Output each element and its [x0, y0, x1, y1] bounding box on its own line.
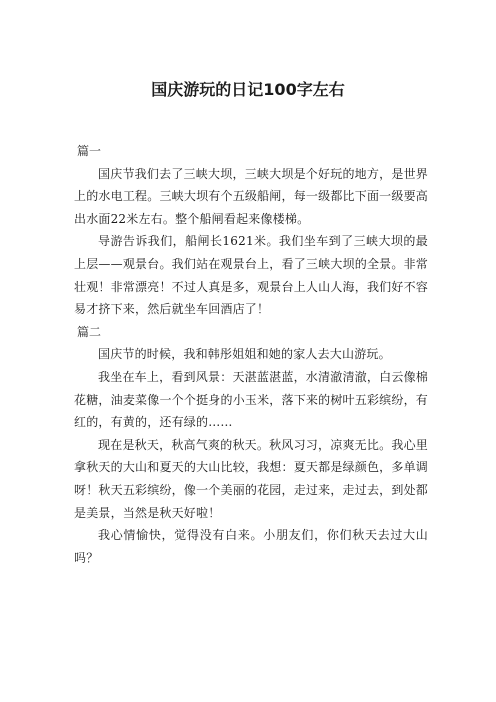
paragraph: 我坐在车上，看到风景：天湛蓝湛蓝，水清澈清澈，白云像棉花糖，油麦菜像一个个挺身的小玉米，落下来的树叶五彩缤纷，有红的，有黄的，还有绿的…… — [74, 369, 428, 430]
paragraph: 国庆节的时候，我和韩彤姐姐和她的家人去大山游玩。 — [98, 347, 391, 362]
section-label-2: 篇二 — [77, 324, 102, 339]
paragraph: 我心情愉快，觉得没有白来。小朋友们，你们秋天去过大山吗？ — [74, 528, 428, 565]
paragraph: 国庆节我们去了三峡大坝，三峡大坝是个好玩的地方，是世界上的水电工程。三峡大坝有个五级船闸，每一级都比下面一级要高出水面22米左右。整个船闸看起来像楼梯。 — [74, 166, 428, 226]
paragraph: 现在是秋天，秋高气爽的秋天。秋风习习，凉爽无比。我心里拿秋天的大山和夏天的大山比较，我想：夏天都是绿颜色，多单调呀！秋天五彩缤纷，像一个美丽的花园，走过来，走过去，到处都是美景，当然是秋天好啦！ — [74, 437, 428, 520]
document-body — [74, 140, 428, 569]
document-title: 国庆游玩的日记100字左右 — [151, 80, 345, 99]
paragraph: 导游告诉我们，船闸长1621米。我们坐车到了三峡大坝的最上层——观景台。我们站在观景台上，看了三峡大坝的全景。非常壮观！非常漂亮！不过人真是多，观景台上人山人海，我们好不容易才挤下来，然后就坐车回酒店了！ — [74, 234, 428, 317]
section-label-1: 篇一 — [77, 144, 102, 158]
